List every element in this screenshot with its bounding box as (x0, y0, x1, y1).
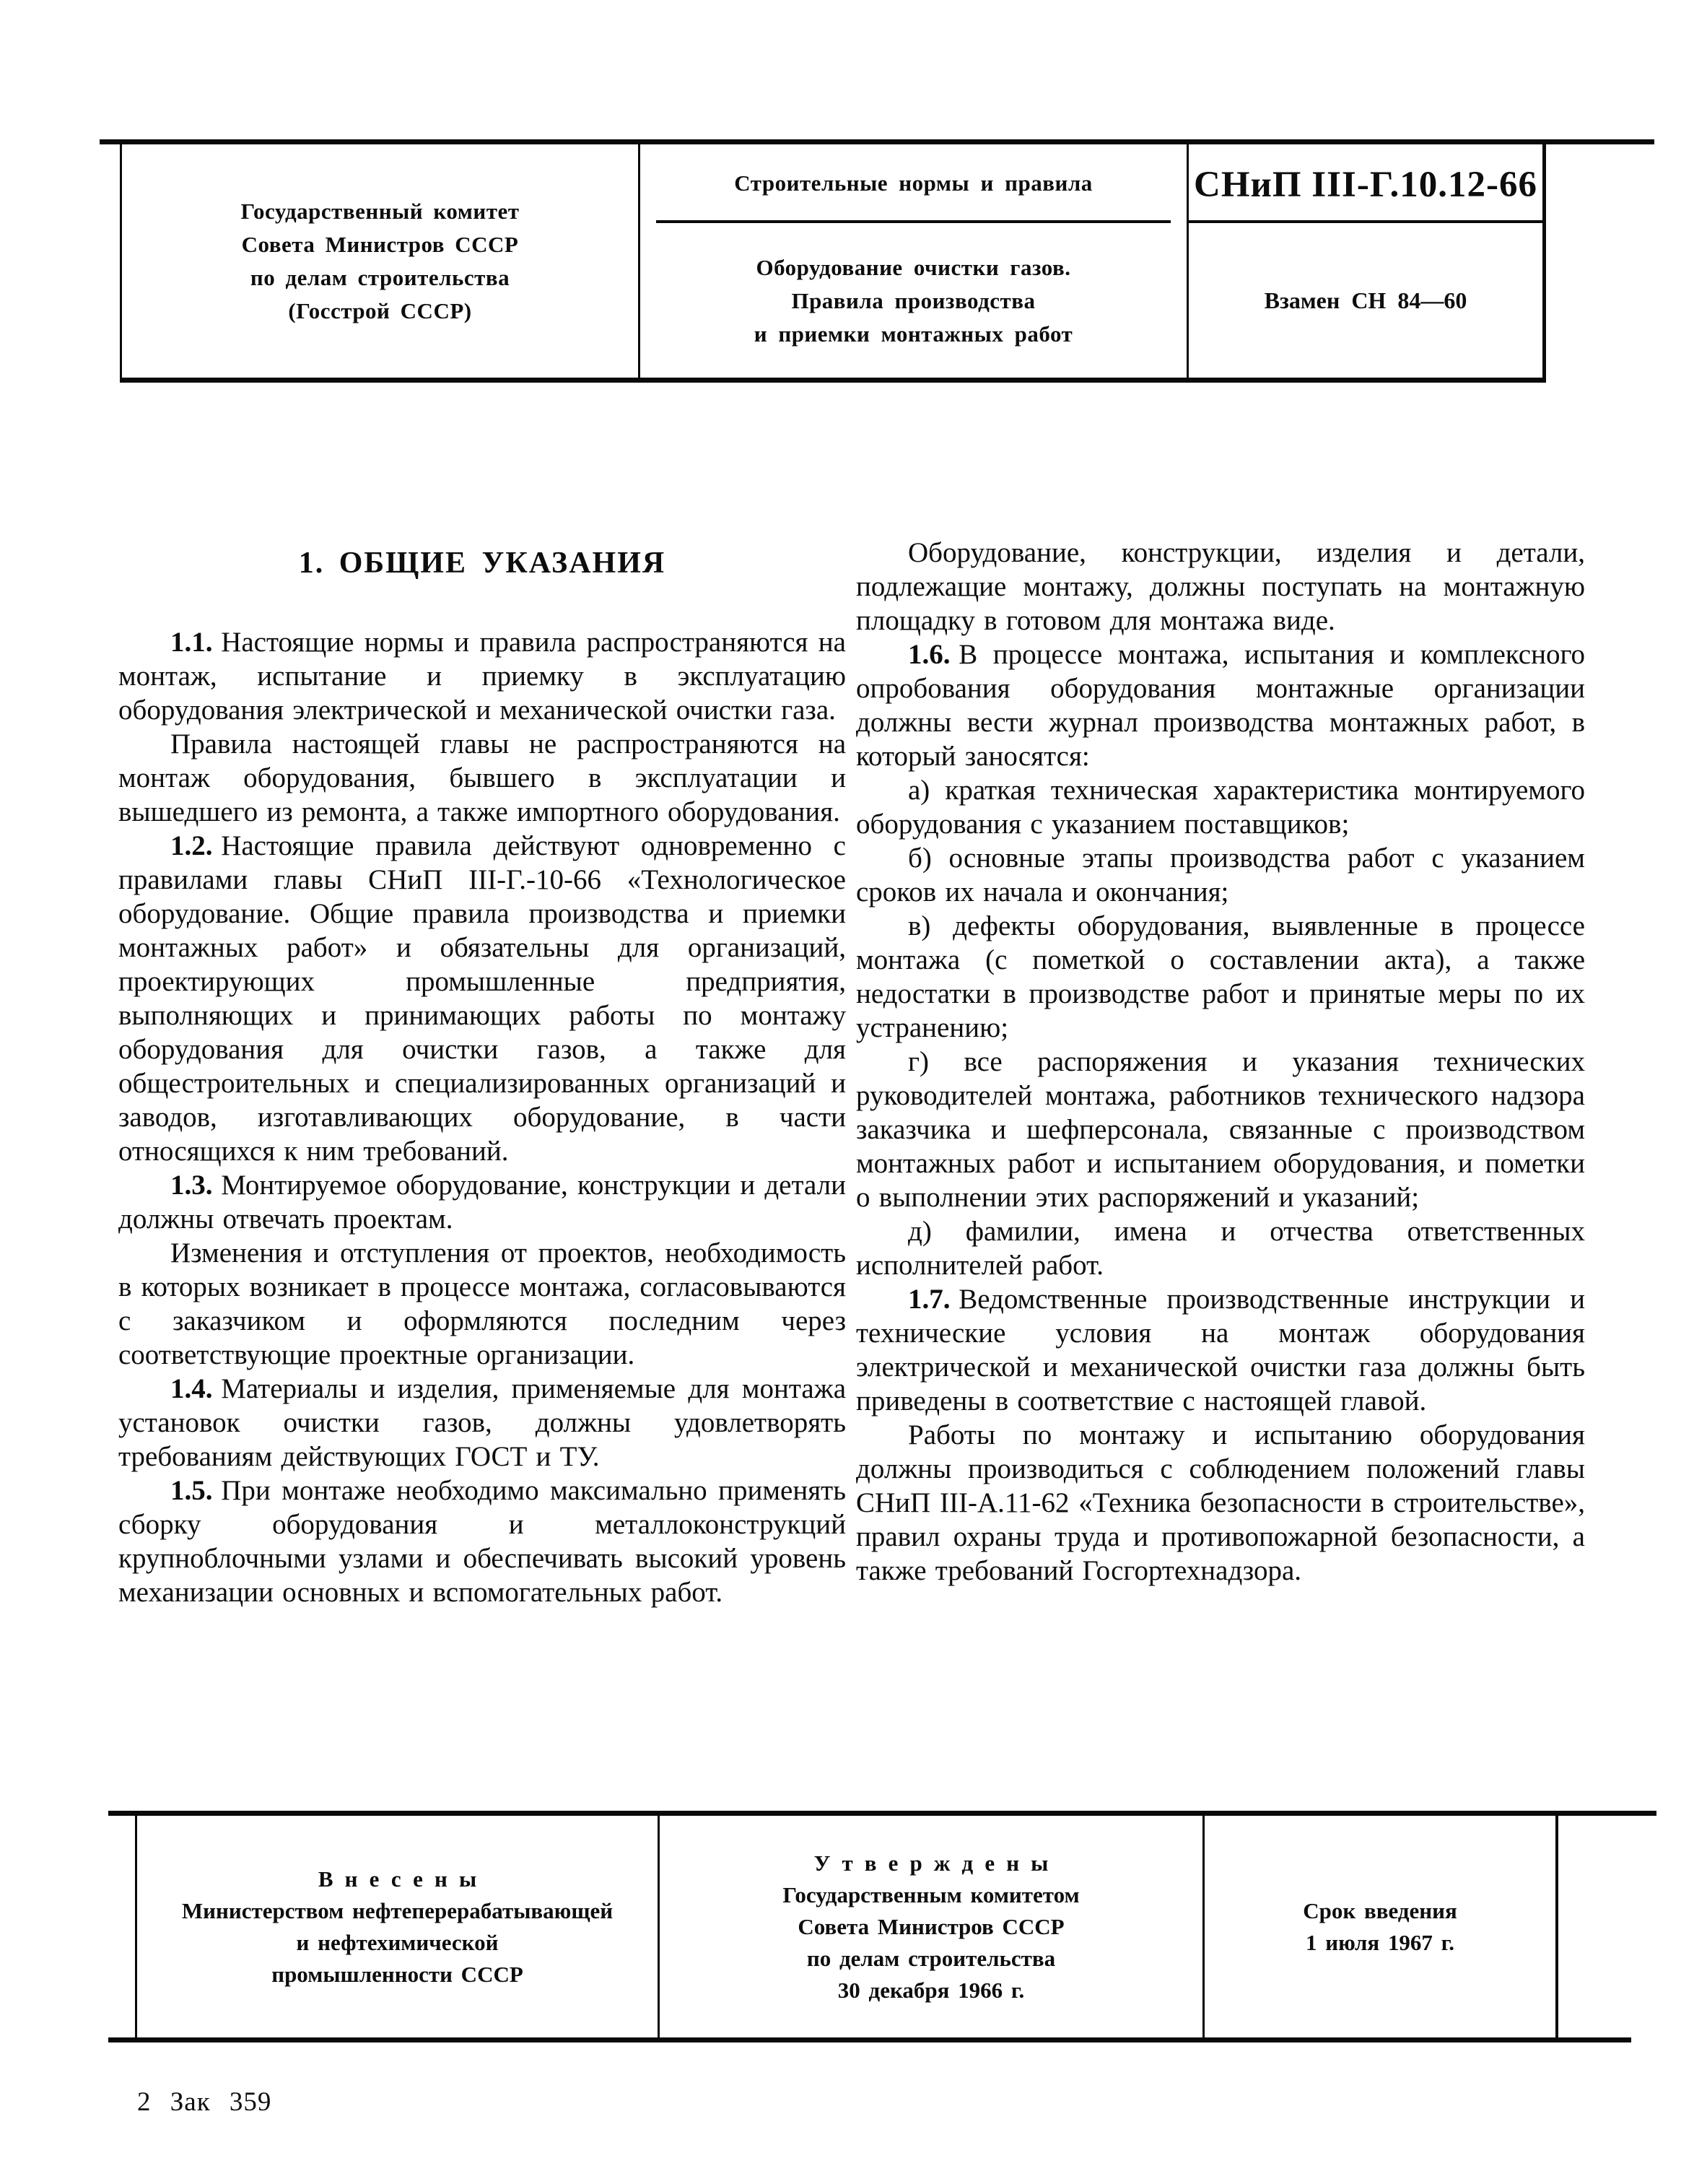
clause-text: в) дефекты оборудования, выявленные в процессе монтажа (с пометкой о составлении акта), а также недостатки в производстве работ и принятые меры по их устранению; (856, 910, 1585, 1043)
clause-text: а) краткая техническая характеристика монтируемого оборудования с указанием поставщиков; (856, 775, 1585, 840)
effective-line: 1 июля 1967 г. (1305, 1929, 1455, 1955)
clause-text: г) все распоряжения и указания технических руководителей монтажа, работников технического надзора заказчика и шефперсонала, связанные с производством монтажных работ и испытанием оборудования, и пометки о выполнении этих распоряжений и указаний; (856, 1046, 1585, 1213)
submitted-label: Внесены (318, 1866, 489, 1892)
submitted-line: и нефтехимической (296, 1929, 499, 1955)
authority-line: (Госстрой СССР) (288, 297, 472, 323)
subject-row (640, 224, 1187, 378)
header-code-cell (1187, 144, 1542, 378)
body-column-right (856, 536, 1585, 1588)
authority-line: Государственный комитет (240, 198, 520, 224)
approved-line: Совета Министров СССР (798, 1913, 1065, 1939)
paragraph-1-3 (118, 1168, 846, 1236)
subject-line: Оборудование очистки газов. (756, 254, 1071, 280)
footer-top-rule (108, 1811, 1656, 1816)
replaces-note: Взамен СН 84—60 (1264, 287, 1467, 313)
effective-line: Срок введения (1303, 1897, 1457, 1923)
clause-number: 1.7. (908, 1284, 951, 1315)
header-authority-cell (122, 144, 638, 378)
list-item-g (856, 1045, 1585, 1214)
clause-text: Работы по монтажу и испытанию оборудования должны производиться с соблюдением положений главы СНиП III-А.11-62 «Техника безопасности в строительстве», правил охраны труда и противопожарной безопасности, а также требований Госгортехнадзора. (856, 1419, 1585, 1586)
approved-line: Государственным комитетом (782, 1881, 1080, 1907)
clause-text: Настоящие нормы и правила распространяются на монтаж, испытание и приемку в эксплуатацию оборудования электрической и механической очистки газа. (118, 627, 846, 726)
subject-title (754, 251, 1073, 351)
clause-number: 1.3. (170, 1170, 213, 1201)
approved-label: Утверждены (813, 1850, 1060, 1876)
clause-number: 1.2. (170, 830, 213, 861)
authority-line: по делам строительства (250, 264, 510, 290)
footer-submitted-cell (137, 1816, 658, 2037)
approved-line: 30 декабря 1966 г. (837, 1977, 1025, 2003)
list-item-a (856, 773, 1585, 841)
clause-text: д) фамилии, имена и отчества ответственных исполнителей работ. (856, 1216, 1585, 1281)
paragraph-1-4 (118, 1372, 846, 1474)
clause-text: б) основные этапы производства работ с указанием сроков их начала и окончания; (856, 843, 1585, 908)
paragraph-1-5 (118, 1474, 846, 1609)
footer-bottom-rule (108, 2037, 1631, 2042)
footer-effective-date-cell (1202, 1816, 1555, 2037)
paragraph (118, 727, 846, 829)
body-column-left (118, 547, 846, 1609)
clause-text: Изменения и отступления от проектов, необходимость в которых возникает в процессе монтажа, согласовываются с заказчиком и оформляются последним через соответствующие проектные организации. (118, 1237, 846, 1370)
authority-line: Совета Министров СССР (241, 231, 519, 257)
paragraph (856, 1418, 1585, 1588)
subject-line: Правила производства (791, 287, 1036, 313)
code-row (1189, 144, 1542, 222)
section-heading: 1. ОБЩИЕ УКАЗАНИЯ (298, 547, 666, 580)
category-row (640, 144, 1187, 222)
clause-text: В процессе монтажа, испытания и комплексного опробования оборудования монтажные организации должны вести журнал производства монтажных работ, в который заносятся: (856, 639, 1585, 772)
clause-text: Настоящие правила действуют одновременно с правилами главы СНиП III-Г.-10-66 «Технологическое оборудование. Общие правила производства и приемки монтажных работ» и обязательны для организаций, проектирующих промышленные предприятия, выполняющих и принимающих работы по монтажу оборудования для очистки газов, а также для общестроительных и специализированных организаций и заводов, изготавливающих оборудование, в части относящихся к ним требований. (118, 830, 846, 1167)
submitted-line: Министерством нефтеперерабатывающей (181, 1897, 614, 1923)
category-title: Строительные нормы и правила (734, 170, 1093, 196)
list-item-v (856, 909, 1585, 1045)
clause-text: Оборудование, конструкции, изделия и детали, подлежащие монтажу, должны поступать на монтажную площадку в готовом для монтажа виде. (856, 537, 1585, 636)
clause-number: 1.6. (908, 639, 951, 670)
paragraph (118, 1236, 846, 1372)
header-table (120, 144, 1546, 383)
clause-text: Ведомственные производственные инструкции и технические условия на монтаж оборудования электрической и механической очистки газа должны быть приведены в соответствие с настоящей главой. (856, 1284, 1585, 1417)
replaces-row (1189, 224, 1542, 378)
clause-number: 1.5. (170, 1475, 213, 1506)
header-category-cell (638, 144, 1187, 378)
list-item-b (856, 841, 1585, 909)
paragraph-1-1 (118, 625, 846, 727)
header-cell-divider (656, 220, 1171, 223)
top-rule (100, 139, 1654, 144)
print-order-note: 2 Зак 359 (137, 2087, 272, 2117)
approved-line: по делам строительства (806, 1945, 1056, 1971)
paragraph-1-2 (118, 829, 846, 1168)
paragraph-1-6 (856, 638, 1585, 773)
paragraph-1-7 (856, 1282, 1585, 1418)
header-cell-divider (1189, 220, 1542, 223)
footer-table (135, 1816, 1558, 2037)
clause-text: Материалы и изделия, применяемые для монтажа установок очистки газов, должны удовлетворять требованиям действующих ГОСТ и ТУ. (118, 1373, 846, 1472)
clause-number: 1.4. (170, 1373, 213, 1404)
authority-text (241, 195, 520, 328)
footer-approved-cell (658, 1816, 1202, 2037)
clause-text: При монтаже необходимо максимально применять сборку оборудования и металлоконструкций крупноблочными узлами и обеспечивать высокий уровень механизации основных и вспомогательных работ. (118, 1475, 846, 1608)
document-code: СНиП III-Г.10.12-66 (1193, 164, 1537, 205)
paragraph (856, 536, 1585, 638)
subject-line: и приемки монтажных работ (754, 321, 1073, 347)
clause-text: Монтируемое оборудование, конструкции и детали должны отвечать проектам. (118, 1170, 846, 1235)
submitted-line: промышленности СССР (271, 1961, 523, 1987)
clause-text: Правила настоящей главы не распространяются на монтаж оборудования, бывшего в эксплуатации и вышедшего из ремонта, а также импортного оборудования. (118, 728, 846, 827)
clause-number: 1.1. (170, 627, 213, 658)
list-item-d (856, 1214, 1585, 1282)
